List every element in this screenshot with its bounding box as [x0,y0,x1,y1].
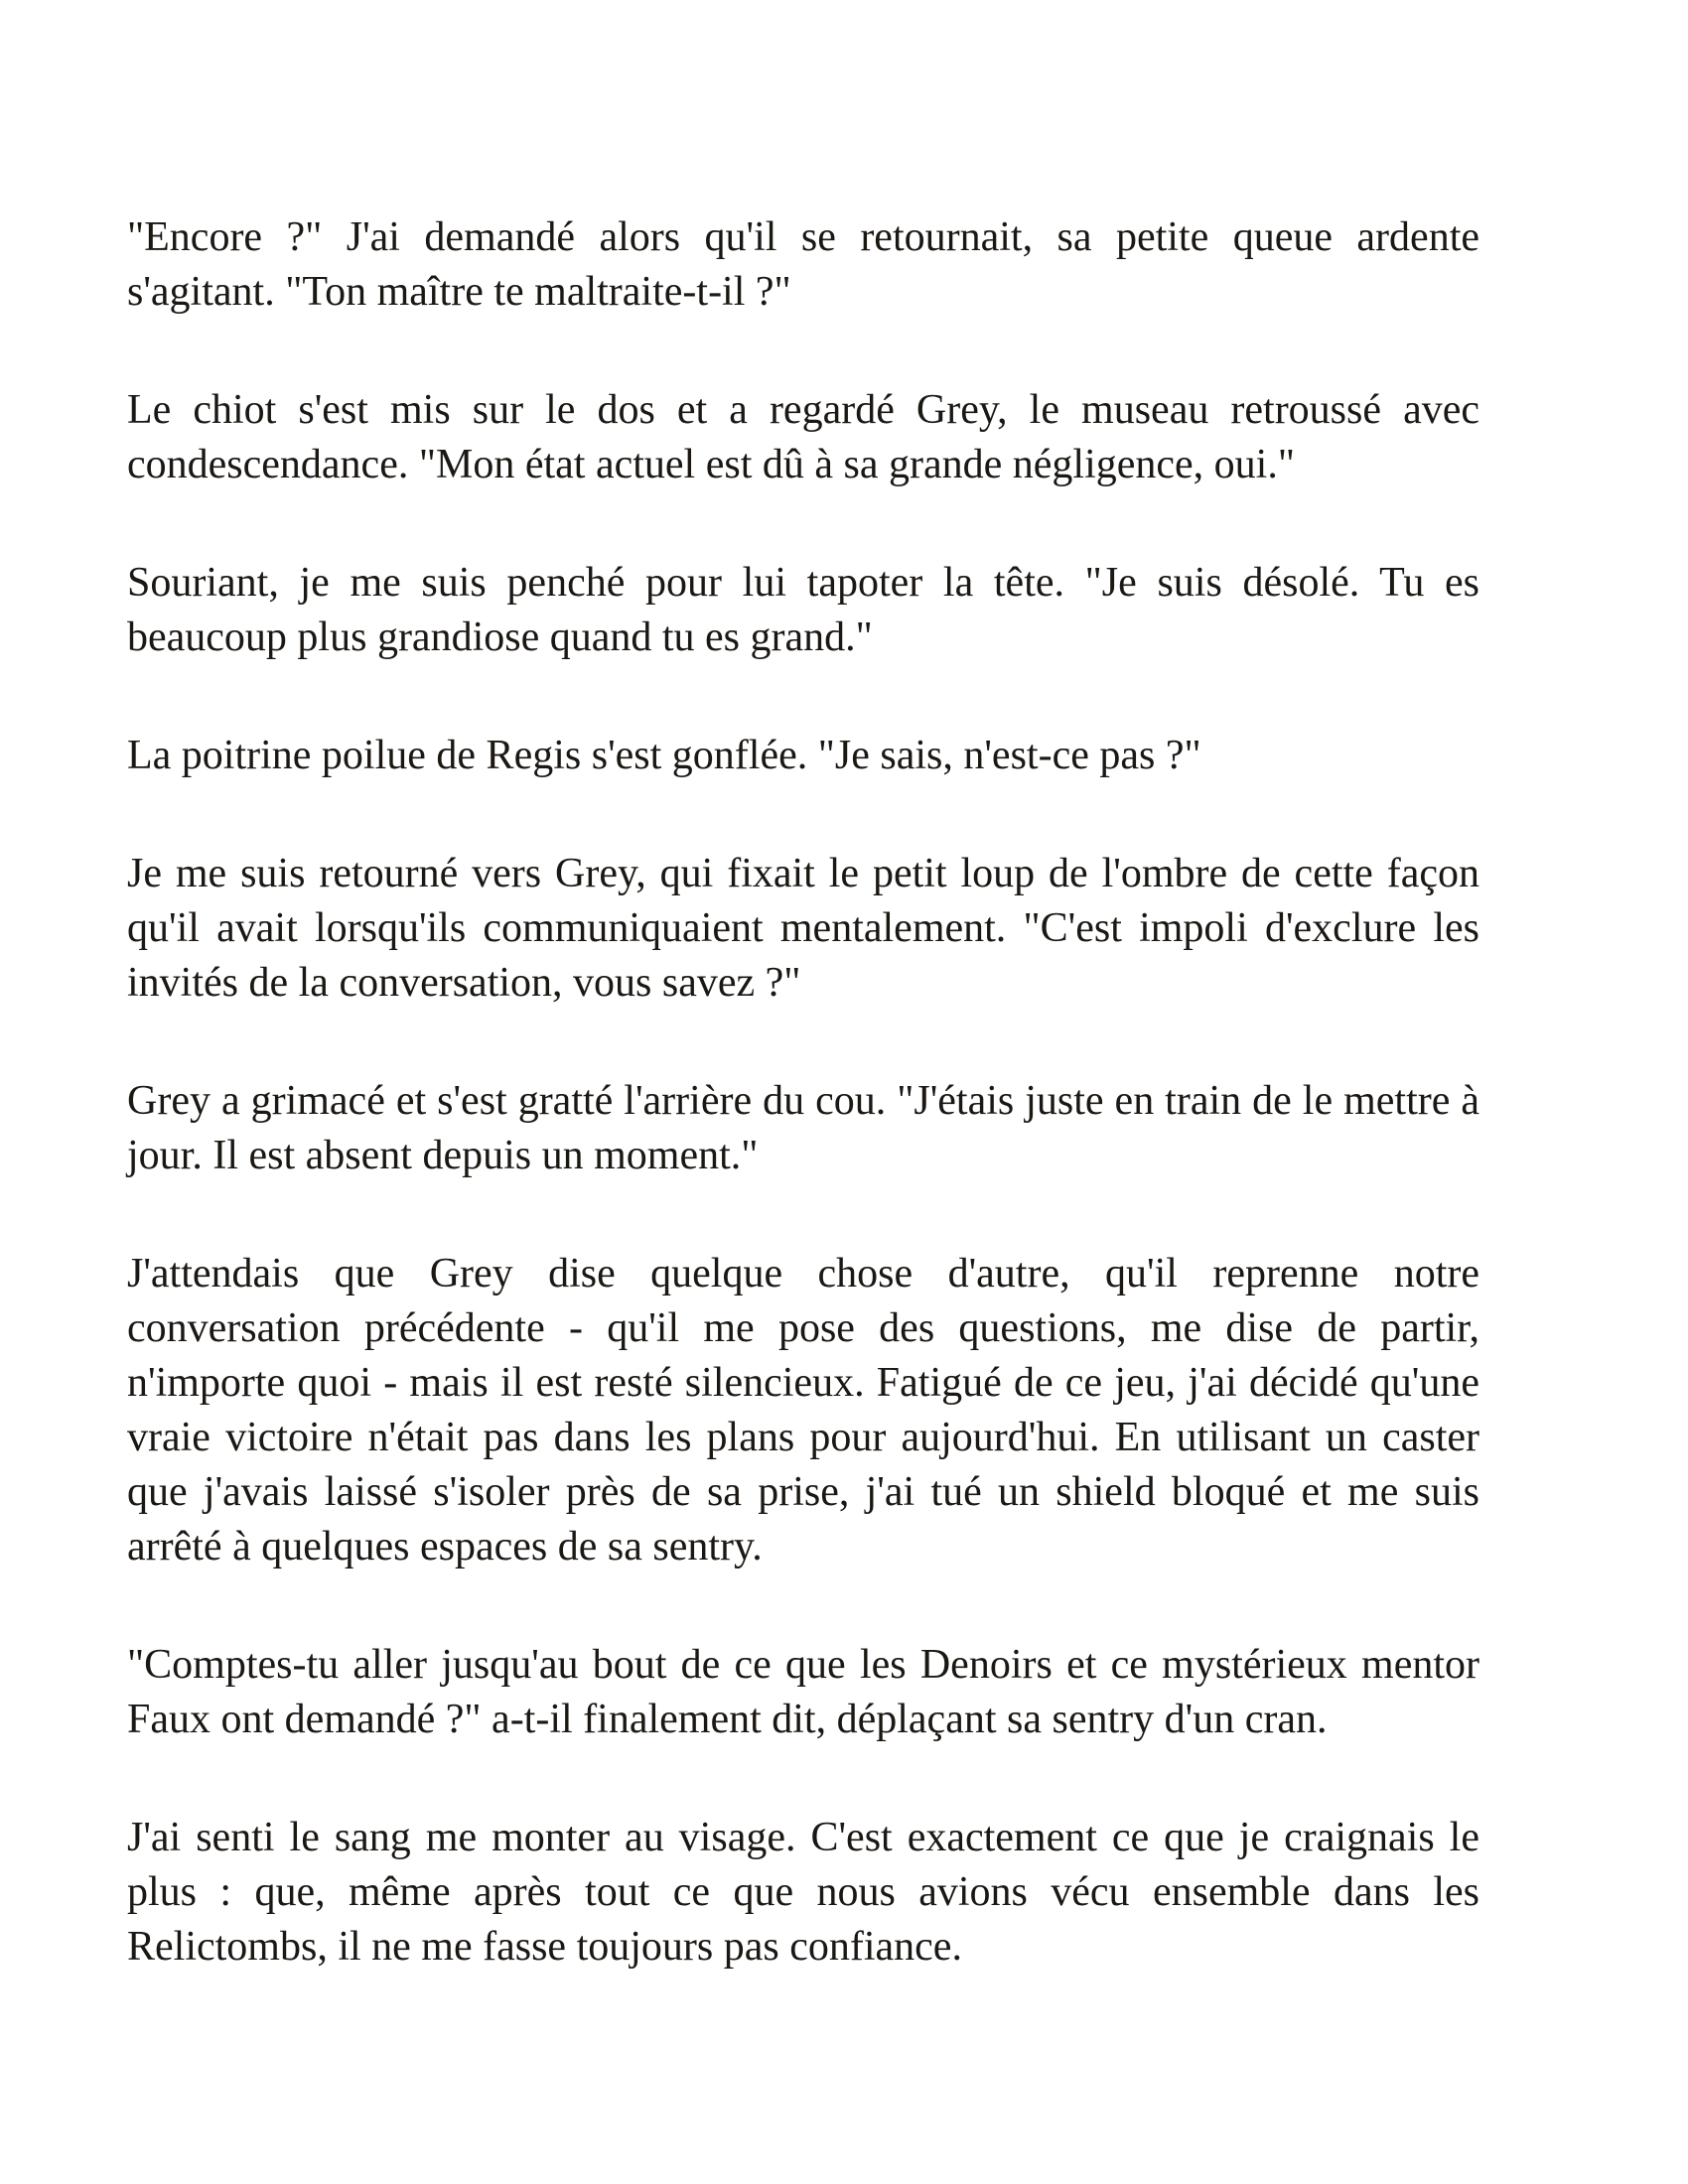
paragraph: J'attendais que Grey dise quelque chose d'autre, qu'il reprenne notre conversation précédente - qu'il me pose des questions, me dise de partir, n'importe quoi - mais il est resté silencieux. Fatigué de ce jeu, j'ai décidé qu'une vraie victoire n'était pas dans les plans pour aujourd'hui. En utilisant un caster que j'avais laissé s'isoler près de sa prise, j'ai tué un shield bloqué et me suis arrêté à quelques espaces de sa sentry. [127,1251,1479,1570]
paragraph: La poitrine poilue de Regis s'est gonflée. "Je sais, n'est-ce pas ?" [127,733,1201,778]
text-block [127,210,1479,1975]
paragraph: "Comptes-tu aller jusqu'au bout de ce que les Denoirs et ce mystérieux mentor Faux ont demandé ?" a-t-il finalement dit, déplaçant sa sentry d'un cran. [127,1642,1479,1742]
paragraph: "Encore ?" J'ai demandé alors qu'il se retournait, sa petite queue ardente s'agitant. "Ton maître te maltraite-t-il ?" [127,214,1479,315]
paragraph: Souriant, je me suis penché pour lui tapoter la tête. "Je suis désolé. Tu es beaucoup plus grandiose quand tu es grand." [127,560,1479,660]
paragraph: Le chiot s'est mis sur le dos et a regardé Grey, le museau retroussé avec condescendance. "Mon état actuel est dû à sa grande négligence, oui." [127,387,1479,487]
paragraph: Grey a grimacé et s'est gratté l'arrière du cou. "J'étais juste en train de le mettre à jour. Il est absent depuis un moment." [127,1078,1479,1178]
paragraph: Je me suis retourné vers Grey, qui fixait le petit loup de l'ombre de cette façon qu'il avait lorsqu'ils communiquaient mentalement. "C'est impoli d'exclure les invités de la conversation, vous savez ?" [127,851,1479,1006]
paragraph: J'ai senti le sang me monter au visage. C'est exactement ce que je craignais le plus : que, même après tout ce que nous avions vécu ensemble dans les Relictombs, il ne me fasse toujours pas confiance. [127,1815,1479,1970]
